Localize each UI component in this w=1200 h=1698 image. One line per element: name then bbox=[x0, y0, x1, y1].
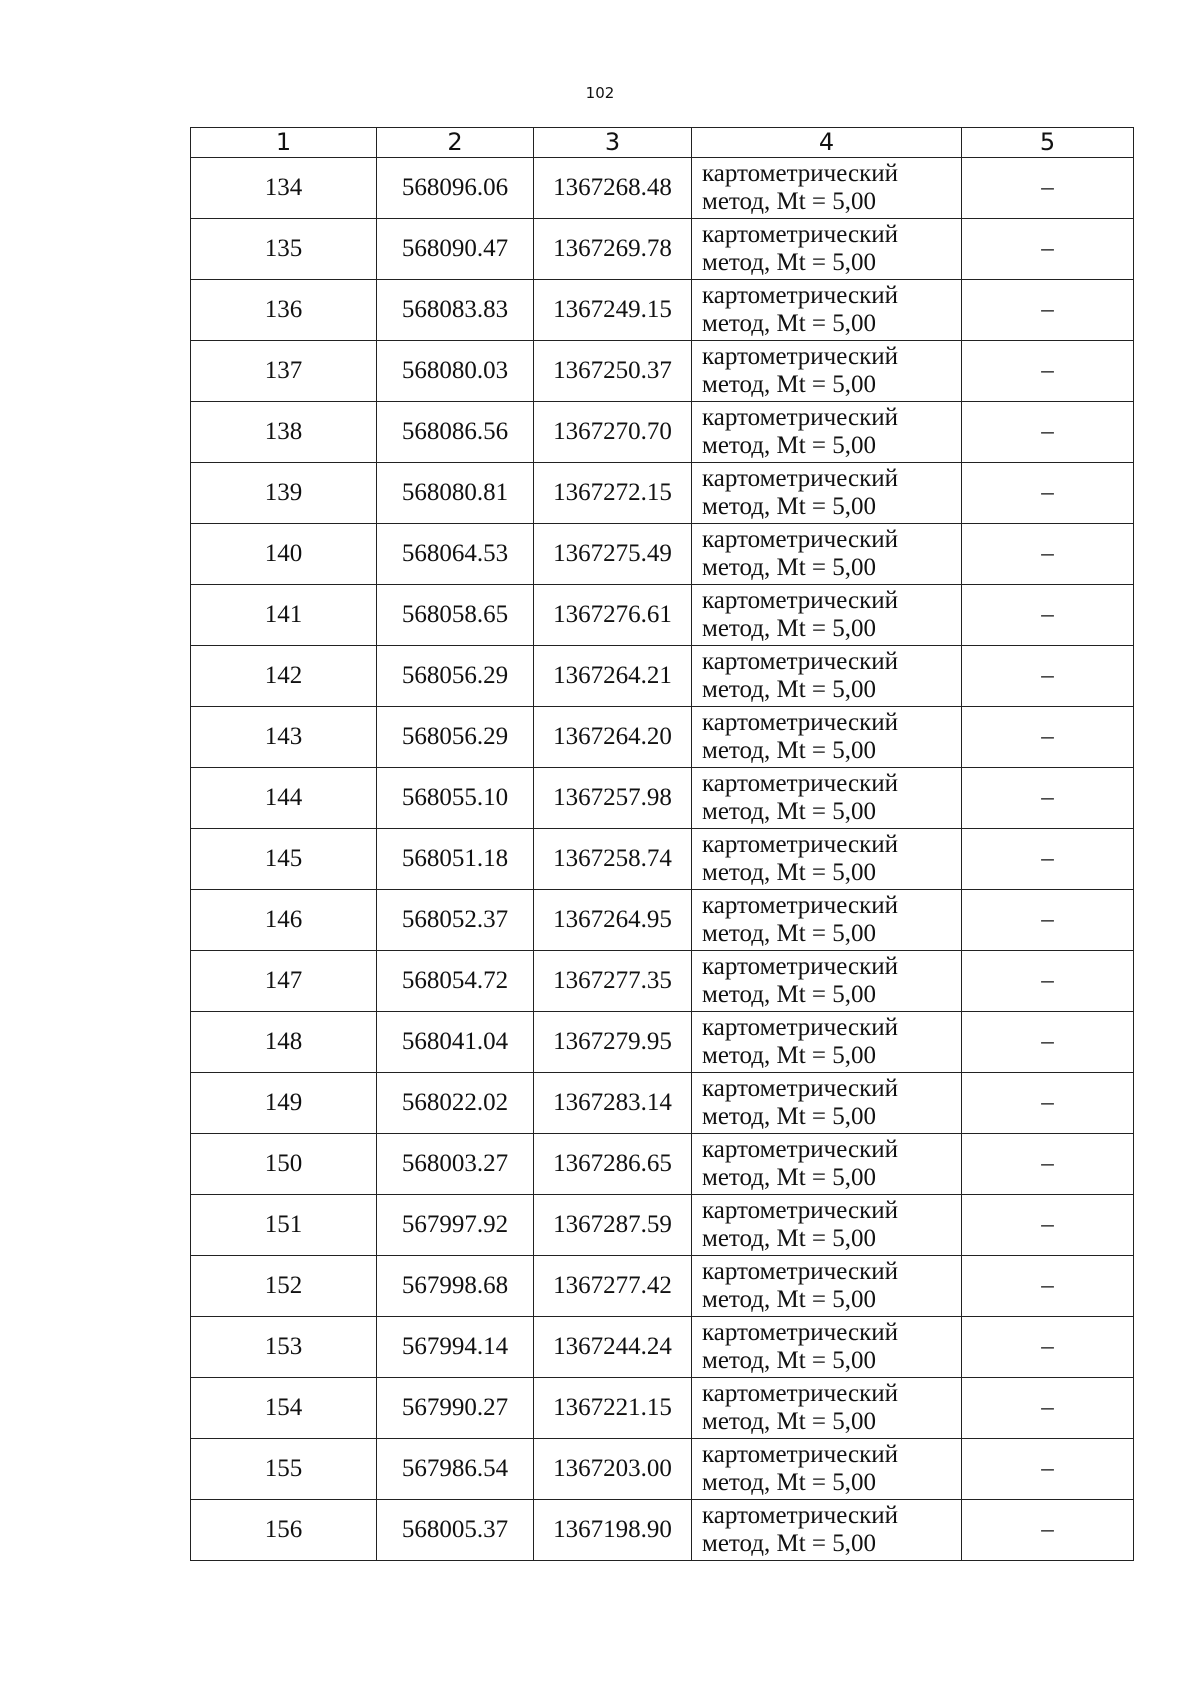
x-coordinate-cell: 568051.18 bbox=[377, 829, 534, 890]
method-accuracy: метод, Mt = 5,00 bbox=[702, 737, 877, 764]
table-row bbox=[191, 402, 1134, 463]
point-number-cell: 143 bbox=[191, 707, 377, 768]
method-name: картометрический bbox=[702, 1136, 898, 1163]
y-coordinate-cell: 1367283.14 bbox=[534, 1073, 692, 1134]
point-number-cell: 136 bbox=[191, 280, 377, 341]
method-name: картометрический bbox=[702, 1258, 898, 1285]
table-row bbox=[191, 1073, 1134, 1134]
point-number-cell: 139 bbox=[191, 463, 377, 524]
method-name: картометрический bbox=[702, 1502, 898, 1529]
method-cell bbox=[692, 524, 962, 585]
x-coordinate-cell: 568056.29 bbox=[377, 707, 534, 768]
method-name: картометрический bbox=[702, 404, 898, 431]
column-5-cell: – bbox=[962, 890, 1134, 951]
method-name: картометрический bbox=[702, 1197, 898, 1224]
table-row bbox=[191, 1317, 1134, 1378]
point-number-cell: 137 bbox=[191, 341, 377, 402]
method-name: картометрический bbox=[702, 282, 898, 309]
table-row bbox=[191, 463, 1134, 524]
y-coordinate-cell: 1367275.49 bbox=[534, 524, 692, 585]
x-coordinate-cell: 568022.02 bbox=[377, 1073, 534, 1134]
method-cell bbox=[692, 1195, 962, 1256]
point-number-cell: 148 bbox=[191, 1012, 377, 1073]
table-body bbox=[191, 158, 1134, 1561]
column-5-cell: – bbox=[962, 158, 1134, 219]
x-coordinate-cell: 568083.83 bbox=[377, 280, 534, 341]
method-accuracy: метод, Mt = 5,00 bbox=[702, 1530, 877, 1557]
column-5-cell: – bbox=[962, 1500, 1134, 1561]
header-row bbox=[191, 128, 1134, 158]
point-number-cell: 153 bbox=[191, 1317, 377, 1378]
point-number-cell: 142 bbox=[191, 646, 377, 707]
method-accuracy: метод, Mt = 5,00 bbox=[702, 310, 877, 337]
y-coordinate-cell: 1367244.24 bbox=[534, 1317, 692, 1378]
y-coordinate-cell: 1367203.00 bbox=[534, 1439, 692, 1500]
method-name: картометрический bbox=[702, 709, 898, 736]
column-5-cell: – bbox=[962, 951, 1134, 1012]
method-cell bbox=[692, 890, 962, 951]
point-number-cell: 144 bbox=[191, 768, 377, 829]
method-accuracy: метод, Mt = 5,00 bbox=[702, 1408, 877, 1435]
point-number-cell: 141 bbox=[191, 585, 377, 646]
column-5-cell: – bbox=[962, 1439, 1134, 1500]
table-row bbox=[191, 707, 1134, 768]
column-5-cell: – bbox=[962, 219, 1134, 280]
x-coordinate-cell: 568058.65 bbox=[377, 585, 534, 646]
point-number-cell: 135 bbox=[191, 219, 377, 280]
method-accuracy: метод, Mt = 5,00 bbox=[702, 493, 877, 520]
y-coordinate-cell: 1367198.90 bbox=[534, 1500, 692, 1561]
column-5-cell: – bbox=[962, 768, 1134, 829]
method-name: картометрический bbox=[702, 831, 898, 858]
column-5-cell: – bbox=[962, 280, 1134, 341]
y-coordinate-cell: 1367279.95 bbox=[534, 1012, 692, 1073]
x-coordinate-cell: 568064.53 bbox=[377, 524, 534, 585]
table-row bbox=[191, 341, 1134, 402]
method-name: картометрический bbox=[702, 221, 898, 248]
method-name: картометрический bbox=[702, 953, 898, 980]
point-number-cell: 150 bbox=[191, 1134, 377, 1195]
x-coordinate-cell: 568056.29 bbox=[377, 646, 534, 707]
method-accuracy: метод, Mt = 5,00 bbox=[702, 1347, 877, 1374]
method-cell bbox=[692, 1012, 962, 1073]
point-number-cell: 140 bbox=[191, 524, 377, 585]
point-number-cell: 146 bbox=[191, 890, 377, 951]
y-coordinate-cell: 1367249.15 bbox=[534, 280, 692, 341]
table-row bbox=[191, 646, 1134, 707]
table-row bbox=[191, 1439, 1134, 1500]
method-name: картометрический bbox=[702, 892, 898, 919]
x-coordinate-cell: 568054.72 bbox=[377, 951, 534, 1012]
method-name: картометрический bbox=[702, 648, 898, 675]
y-coordinate-cell: 1367269.78 bbox=[534, 219, 692, 280]
table-row bbox=[191, 829, 1134, 890]
method-name: картометрический bbox=[702, 160, 898, 187]
method-accuracy: метод, Mt = 5,00 bbox=[702, 554, 877, 581]
method-accuracy: метод, Mt = 5,00 bbox=[702, 920, 877, 947]
point-number-cell: 156 bbox=[191, 1500, 377, 1561]
point-number-cell: 155 bbox=[191, 1439, 377, 1500]
method-accuracy: метод, Mt = 5,00 bbox=[702, 249, 877, 276]
method-accuracy: метод, Mt = 5,00 bbox=[702, 371, 877, 398]
y-coordinate-cell: 1367257.98 bbox=[534, 768, 692, 829]
point-number-cell: 145 bbox=[191, 829, 377, 890]
table-row bbox=[191, 1256, 1134, 1317]
table-row bbox=[191, 219, 1134, 280]
header-col-5: 5 bbox=[962, 128, 1134, 158]
method-cell bbox=[692, 1500, 962, 1561]
x-coordinate-cell: 568041.04 bbox=[377, 1012, 534, 1073]
method-cell bbox=[692, 1256, 962, 1317]
method-cell bbox=[692, 463, 962, 524]
column-5-cell: – bbox=[962, 463, 1134, 524]
method-name: картометрический bbox=[702, 1014, 898, 1041]
x-coordinate-cell: 567997.92 bbox=[377, 1195, 534, 1256]
coordinates-table bbox=[190, 127, 1134, 1561]
method-name: картометрический bbox=[702, 587, 898, 614]
column-5-cell: – bbox=[962, 1378, 1134, 1439]
table-row bbox=[191, 524, 1134, 585]
column-5-cell: – bbox=[962, 829, 1134, 890]
method-cell bbox=[692, 829, 962, 890]
method-accuracy: метод, Mt = 5,00 bbox=[702, 1164, 877, 1191]
point-number-cell: 138 bbox=[191, 402, 377, 463]
y-coordinate-cell: 1367264.21 bbox=[534, 646, 692, 707]
x-coordinate-cell: 567990.27 bbox=[377, 1378, 534, 1439]
table-row bbox=[191, 1195, 1134, 1256]
method-cell bbox=[692, 402, 962, 463]
method-name: картометрический bbox=[702, 770, 898, 797]
table-row bbox=[191, 158, 1134, 219]
x-coordinate-cell: 568090.47 bbox=[377, 219, 534, 280]
y-coordinate-cell: 1367221.15 bbox=[534, 1378, 692, 1439]
method-cell bbox=[692, 1073, 962, 1134]
y-coordinate-cell: 1367287.59 bbox=[534, 1195, 692, 1256]
point-number-cell: 152 bbox=[191, 1256, 377, 1317]
method-name: картометрический bbox=[702, 1380, 898, 1407]
table-row bbox=[191, 1500, 1134, 1561]
x-coordinate-cell: 567994.14 bbox=[377, 1317, 534, 1378]
method-cell bbox=[692, 646, 962, 707]
method-name: картометрический bbox=[702, 1075, 898, 1102]
method-name: картометрический bbox=[702, 1441, 898, 1468]
method-accuracy: метод, Mt = 5,00 bbox=[702, 859, 877, 886]
y-coordinate-cell: 1367277.42 bbox=[534, 1256, 692, 1317]
column-5-cell: – bbox=[962, 707, 1134, 768]
point-number-cell: 154 bbox=[191, 1378, 377, 1439]
method-accuracy: метод, Mt = 5,00 bbox=[702, 1103, 877, 1130]
table-row bbox=[191, 768, 1134, 829]
header-col-2: 2 bbox=[377, 128, 534, 158]
x-coordinate-cell: 568055.10 bbox=[377, 768, 534, 829]
method-accuracy: метод, Mt = 5,00 bbox=[702, 981, 877, 1008]
method-cell bbox=[692, 1134, 962, 1195]
y-coordinate-cell: 1367286.65 bbox=[534, 1134, 692, 1195]
column-5-cell: – bbox=[962, 524, 1134, 585]
column-5-cell: – bbox=[962, 1256, 1134, 1317]
y-coordinate-cell: 1367268.48 bbox=[534, 158, 692, 219]
table-row bbox=[191, 1012, 1134, 1073]
method-accuracy: метод, Mt = 5,00 bbox=[702, 1225, 877, 1252]
point-number-cell: 147 bbox=[191, 951, 377, 1012]
column-5-cell: – bbox=[962, 1195, 1134, 1256]
x-coordinate-cell: 567986.54 bbox=[377, 1439, 534, 1500]
y-coordinate-cell: 1367276.61 bbox=[534, 585, 692, 646]
table-header bbox=[191, 128, 1134, 158]
point-number-cell: 149 bbox=[191, 1073, 377, 1134]
y-coordinate-cell: 1367270.70 bbox=[534, 402, 692, 463]
column-5-cell: – bbox=[962, 1134, 1134, 1195]
page-number: 102 bbox=[585, 84, 615, 102]
header-col-4: 4 bbox=[692, 128, 962, 158]
column-5-cell: – bbox=[962, 341, 1134, 402]
method-name: картометрический bbox=[702, 343, 898, 370]
method-accuracy: метод, Mt = 5,00 bbox=[702, 798, 877, 825]
column-5-cell: – bbox=[962, 1073, 1134, 1134]
method-accuracy: метод, Mt = 5,00 bbox=[702, 1286, 877, 1313]
method-cell bbox=[692, 1378, 962, 1439]
y-coordinate-cell: 1367277.35 bbox=[534, 951, 692, 1012]
column-5-cell: – bbox=[962, 402, 1134, 463]
y-coordinate-cell: 1367258.74 bbox=[534, 829, 692, 890]
method-cell bbox=[692, 1317, 962, 1378]
table-row bbox=[191, 1134, 1134, 1195]
x-coordinate-cell: 568005.37 bbox=[377, 1500, 534, 1561]
x-coordinate-cell: 568086.56 bbox=[377, 402, 534, 463]
table-row bbox=[191, 951, 1134, 1012]
point-number-cell: 151 bbox=[191, 1195, 377, 1256]
x-coordinate-cell: 567998.68 bbox=[377, 1256, 534, 1317]
x-coordinate-cell: 568052.37 bbox=[377, 890, 534, 951]
method-cell bbox=[692, 707, 962, 768]
method-cell bbox=[692, 585, 962, 646]
method-name: картометрический bbox=[702, 526, 898, 553]
method-accuracy: метод, Mt = 5,00 bbox=[702, 676, 877, 703]
method-name: картометрический bbox=[702, 465, 898, 492]
column-5-cell: – bbox=[962, 1012, 1134, 1073]
method-cell bbox=[692, 219, 962, 280]
table-row bbox=[191, 890, 1134, 951]
table-row bbox=[191, 280, 1134, 341]
method-accuracy: метод, Mt = 5,00 bbox=[702, 615, 877, 642]
method-cell bbox=[692, 341, 962, 402]
method-cell bbox=[692, 158, 962, 219]
method-accuracy: метод, Mt = 5,00 bbox=[702, 432, 877, 459]
x-coordinate-cell: 568096.06 bbox=[377, 158, 534, 219]
method-name: картометрический bbox=[702, 1319, 898, 1346]
header-col-3: 3 bbox=[534, 128, 692, 158]
table-row bbox=[191, 1378, 1134, 1439]
column-5-cell: – bbox=[962, 646, 1134, 707]
method-accuracy: метод, Mt = 5,00 bbox=[702, 188, 877, 215]
method-accuracy: метод, Mt = 5,00 bbox=[702, 1042, 877, 1069]
method-cell bbox=[692, 280, 962, 341]
header-col-1: 1 bbox=[191, 128, 377, 158]
method-cell bbox=[692, 1439, 962, 1500]
method-accuracy: метод, Mt = 5,00 bbox=[702, 1469, 877, 1496]
method-cell bbox=[692, 951, 962, 1012]
table-row bbox=[191, 585, 1134, 646]
point-number-cell: 134 bbox=[191, 158, 377, 219]
column-5-cell: – bbox=[962, 1317, 1134, 1378]
x-coordinate-cell: 568080.81 bbox=[377, 463, 534, 524]
method-cell bbox=[692, 768, 962, 829]
y-coordinate-cell: 1367250.37 bbox=[534, 341, 692, 402]
x-coordinate-cell: 568080.03 bbox=[377, 341, 534, 402]
y-coordinate-cell: 1367264.20 bbox=[534, 707, 692, 768]
column-5-cell: – bbox=[962, 585, 1134, 646]
y-coordinate-cell: 1367264.95 bbox=[534, 890, 692, 951]
y-coordinate-cell: 1367272.15 bbox=[534, 463, 692, 524]
x-coordinate-cell: 568003.27 bbox=[377, 1134, 534, 1195]
